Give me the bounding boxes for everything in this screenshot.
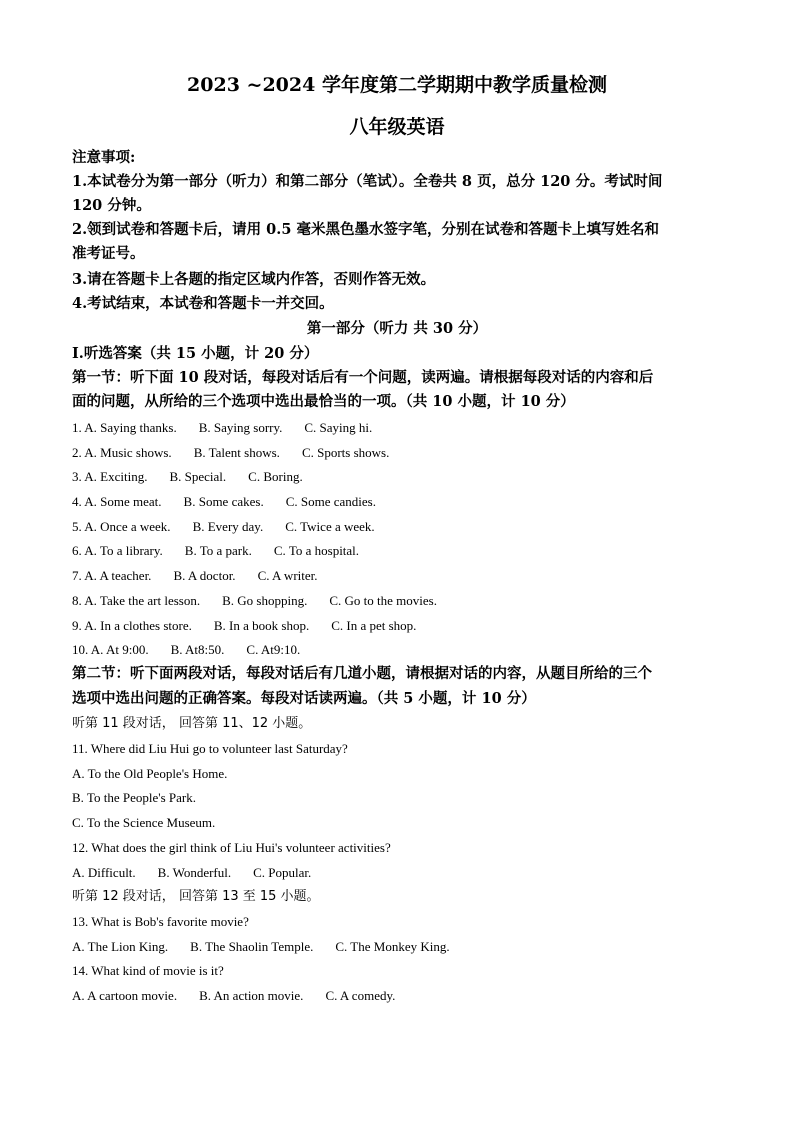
notice-line: 4.考试结束，本试卷和答题卡一并交回。 <box>72 295 334 312</box>
sec1-instruction: 面的问题，从所给的三个选项中选出最恰当的一项。（共 10 小题，计 10 分） <box>72 393 575 410</box>
question-row <box>72 592 437 610</box>
option-c: C. Some candies. <box>285 494 376 509</box>
option-b: B. Go shopping. <box>222 593 308 608</box>
question-row <box>72 444 389 462</box>
sec1-instruction: 第一节：听下面 10 段对话，每段对话后有一个问题，读两遍。请根据每段对话的内容和后 <box>72 369 654 386</box>
option-a: 3. A. Exciting. <box>72 469 148 484</box>
option-c: C. In a pet shop. <box>331 618 417 633</box>
question-stem: 12. What does the girl think of Liu Hui's volunteer activities? <box>72 840 391 855</box>
question-row <box>72 419 372 437</box>
question-row <box>72 493 376 511</box>
option-a: A. A cartoon movie. <box>72 988 178 1003</box>
option-b: B. Special. <box>169 469 227 484</box>
exam-subtitle: 八年级英语 <box>349 116 445 138</box>
option-b: B. At8:50. <box>170 642 225 657</box>
question-row <box>72 518 375 536</box>
option-c: C. At9:10. <box>246 642 301 657</box>
option-line: B. To the People's Park. <box>72 790 196 805</box>
option-a: 4. A. Some meat. <box>72 494 162 509</box>
question-row <box>72 938 450 956</box>
option-a: 10. A. At 9:00. <box>72 642 149 657</box>
notice-heading: 注意事项: <box>72 149 136 166</box>
question-row <box>72 468 303 486</box>
option-a: 1. A. Saying thanks. <box>72 420 177 435</box>
notice-line: 2.领到试卷和答题卡后，请用 0.5 毫米黑色墨水签字笔，分别在试卷和答题卡上填写姓名和 <box>72 221 659 238</box>
option-c: C. Sports shows. <box>301 445 390 460</box>
option-c: C. The Monkey King. <box>335 939 450 954</box>
notice-line: 120 分钟。 <box>72 197 151 214</box>
option-b: B. Every day. <box>192 519 264 534</box>
option-line: C. To the Science Museum. <box>72 815 216 830</box>
option-line: A. To the Old People's Home. <box>72 766 228 781</box>
option-a: 2. A. Music shows. <box>72 445 172 460</box>
option-c: C. Twice a week. <box>285 519 375 534</box>
option-c: C. Boring. <box>248 469 303 484</box>
option-b: B. In a book shop. <box>213 618 310 633</box>
question-row <box>72 987 395 1005</box>
question-stem: 11. Where did Liu Hui go to volunteer last Saturday? <box>72 741 348 756</box>
option-c: C. Saying hi. <box>304 420 373 435</box>
option-c: C. A comedy. <box>325 988 396 1003</box>
question-row <box>72 617 416 635</box>
question-row <box>72 641 300 659</box>
option-c: C. Popular. <box>253 865 312 880</box>
part1-heading: 第一部分（听力 共 30 分） <box>306 320 488 337</box>
option-a: 7. A. A teacher. <box>72 568 152 583</box>
notice-line: 1.本试卷分为第一部分（听力）和第二部分（笔试）。全卷共 8 页，总分 120 分。考试时间 <box>72 173 663 190</box>
option-a: 6. A. To a library. <box>72 543 163 558</box>
dialog-note: 听第 12 段对话， 回答第 13 至 15 小题。 <box>72 889 320 904</box>
question-stem: 13. What is Bob's favorite movie? <box>72 914 249 929</box>
question-row <box>72 864 311 882</box>
option-b: B. To a park. <box>184 543 252 558</box>
option-a: 5. A. Once a week. <box>72 519 171 534</box>
sec2-instruction: 选项中选出问题的正确答案。每段对话读两遍。（共 5 小题，计 10 分） <box>72 690 536 707</box>
option-a: A. Difficult. <box>72 865 136 880</box>
sec2-instruction: 第二节：听下面两段对话，每段对话后有几道小题，请根据对话的内容，从题目所给的三个 <box>72 665 652 682</box>
option-b: B. An action movie. <box>199 988 304 1003</box>
question-stem: 14. What kind of movie is it? <box>72 963 224 978</box>
option-c: C. To a hospital. <box>273 543 360 558</box>
section1-heading: Ⅰ.听选答案（共 15 小题，计 20 分） <box>72 345 319 362</box>
option-b: B. Saying sorry. <box>198 420 283 435</box>
option-b: B. A doctor. <box>173 568 236 583</box>
question-row <box>72 542 359 560</box>
option-a: A. The Lion King. <box>72 939 169 954</box>
option-c: C. A writer. <box>257 568 318 583</box>
option-b: B. Talent shows. <box>193 445 280 460</box>
option-c: C. Go to the movies. <box>329 593 437 608</box>
option-a: 8. A. Take the art lesson. <box>72 593 201 608</box>
option-a: 9. A. In a clothes store. <box>72 618 192 633</box>
question-row <box>72 567 318 585</box>
option-b: B. Some cakes. <box>183 494 264 509</box>
dialog-note: 听第 11 段对话， 回答第 11、12 小题。 <box>72 716 312 731</box>
option-b: B. The Shaolin Temple. <box>190 939 314 954</box>
exam-title: 2023 ~2024 学年度第二学期期中教学质量检测 <box>187 74 607 96</box>
option-b: B. Wonderful. <box>157 865 232 880</box>
notice-line: 3.请在答题卡上各题的指定区域内作答，否则作答无效。 <box>72 271 436 288</box>
notice-line: 准考证号。 <box>72 245 145 262</box>
